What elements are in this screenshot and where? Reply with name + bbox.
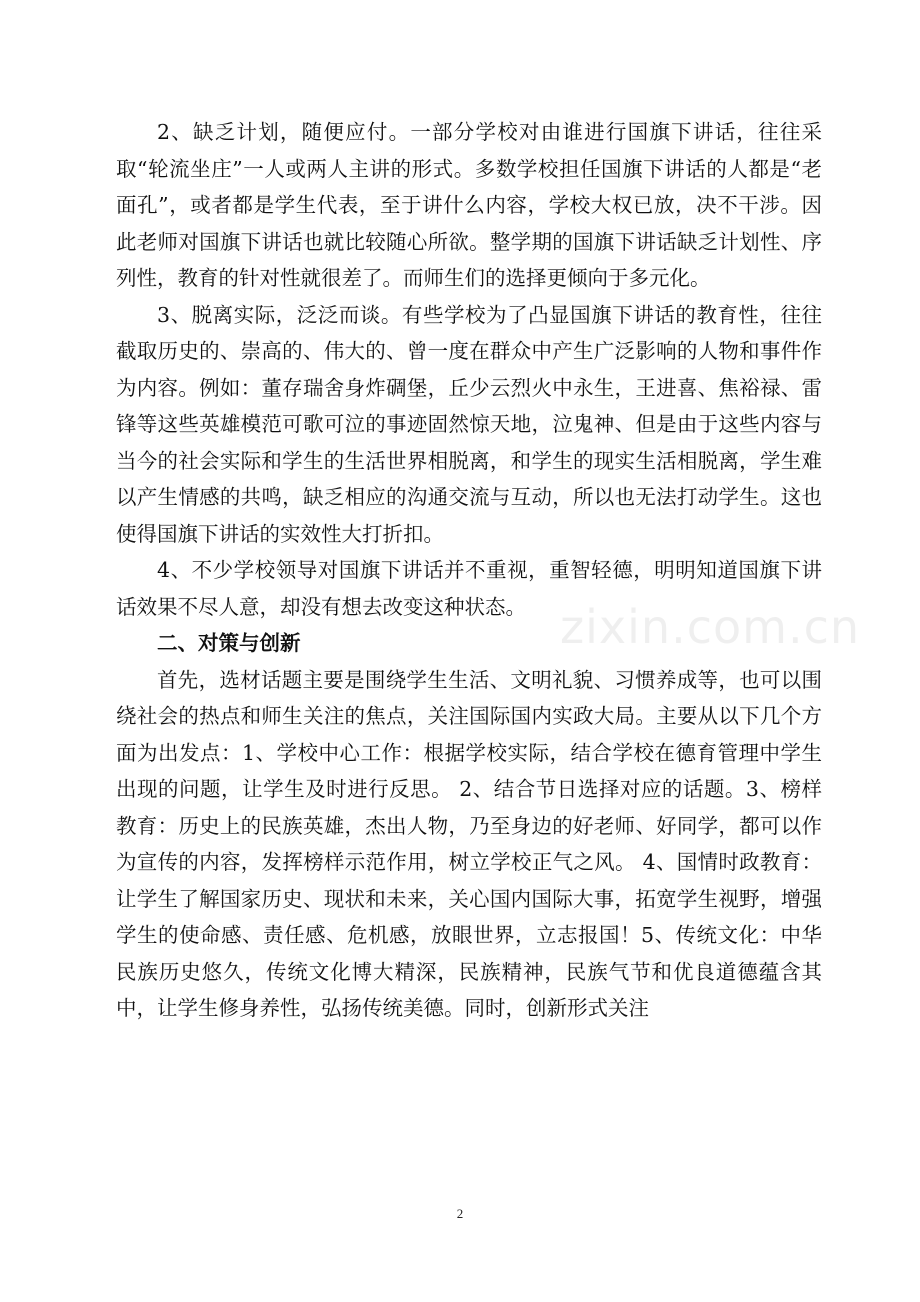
paragraph-detached-from-reality: 3、脱离实际，泛泛而谈。有些学校为了凸显国旗下讲话的教育性，往往截取历史的、崇高的、伟大的、曾一度在群众中产生广泛影响的人物和事件作为内容。例如：董存瑞舍身炸碉堡，丘少云烈火中永生，王进喜、焦裕禄、雷锋等这些英雄模范可歌可泣的事迹固然惊天地，泣鬼神、但是由于这些内容与当今的社会实际和学生的生活世界相脱离，和学生的现实生活相脱离，学生难以产生情感的共鸣，缺乏相应的沟通交流与互动，所以也无法打动学生。这也使得国旗下讲话的实效性大打折扣。 [116, 302, 822, 546]
document-body [116, 114, 822, 1027]
paragraph-topic-selection: 首先，选材话题主要是围绕学生生活、文明礼貌、习惯养成等，也可以围绕社会的热点和师生关注的焦点，关注国际国内实政大局。主要从以下几个方面为出发点：1、学校中心工作：根据学校实际，结合学校在德育管理中学生出现的问题，让学生及时进行反思。 2、结合节日选择对应的话题。3、榜样教育：历史上的民族英雄，杰出人物，乃至身边的好老师、好同学，都可以作为宣传的内容，发挥榜样示范作用，树立学校正气之风。 4、国情时政教育：让学生了解国家历史、现状和未来，关心国内国际大事，拓宽学生视野，增强学生的使命感、责任感、危机感，放眼世界，立志报国！5、传统文化：中华民族历史悠久，传统文化博大精深，民族精神，民族气节和优良道德蕴含其中，让学生修身养性，弘扬传统美德。同时，创新形式关注 [116, 667, 822, 1020]
section-heading: 二、对策与创新 [157, 631, 301, 655]
paragraph-leadership-neglect: 4、不少学校领导对国旗下讲话并不重视，重智轻德，明明知道国旗下讲话效果不尽人意，却没有想去改变这种状态。 [116, 558, 822, 619]
page-number: 2 [456, 1206, 464, 1221]
watermark: zixin.com.cn [560, 600, 861, 654]
paragraph-lack-of-plan: 2、缺乏计划，随便应付。一部分学校对由谁进行国旗下讲话，往往采取“轮流坐庄”一人或两人主讲的形式。多数学校担任国旗下讲话的人都是“老面孔”，或者都是学生代表，至于讲什么内容，学校大权已放，决不干涉。因此老师对国旗下讲话也就比较随心所欲。整学期的国旗下讲话缺乏计划性、序列性，教育的针对性就很差了。而师生们的选择更倾向于多元化。 [116, 120, 822, 290]
